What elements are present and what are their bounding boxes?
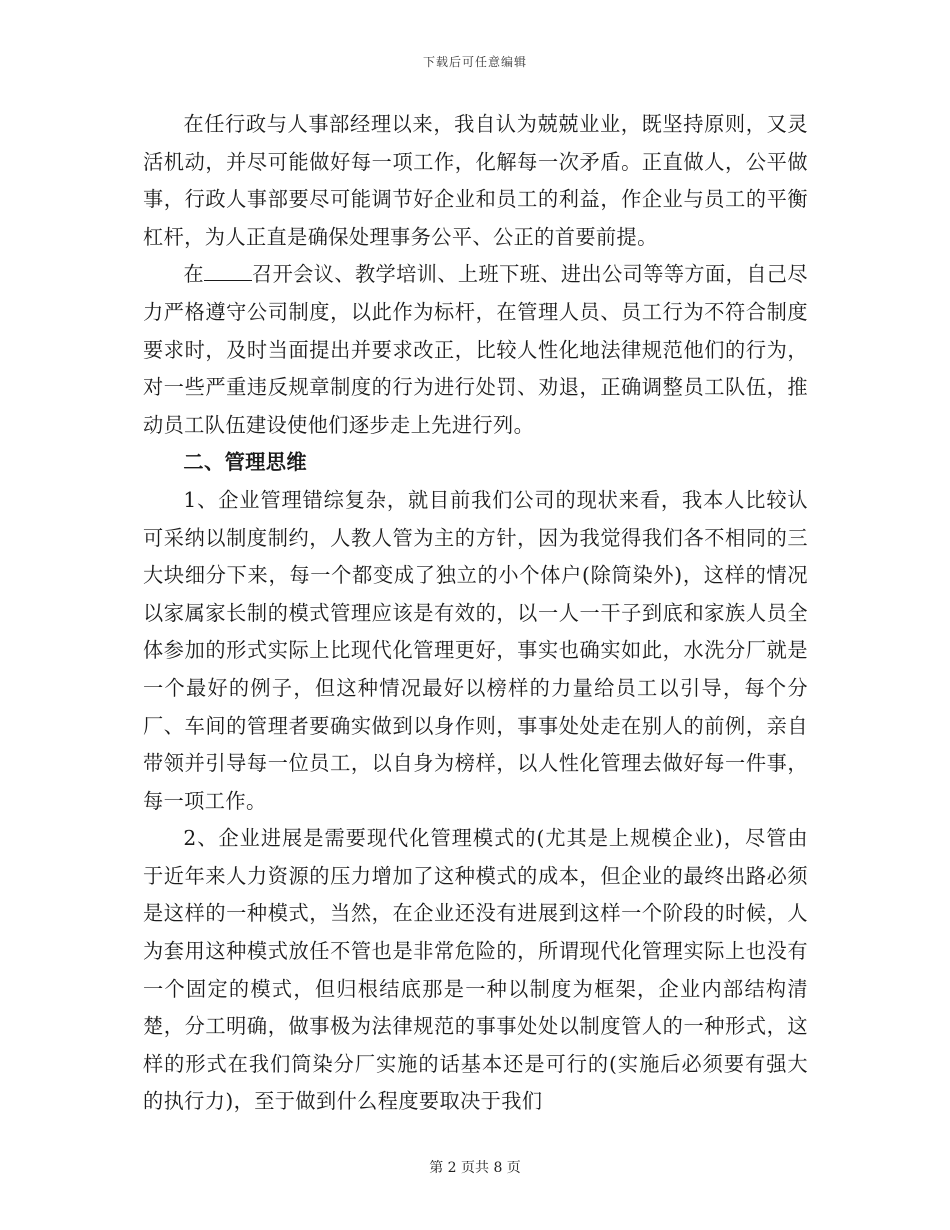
paragraph-2 [143, 256, 808, 444]
page-header: 下载后可任意编辑 [422, 55, 527, 69]
document-body [143, 106, 808, 1121]
paragraph-3: 1、企业管理错综复杂，就目前我们公司的现状来看，我本人比较认可采纳以制度制约，人教人管为主的方针，因为我觉得我们各不相同的三大块细分下来，每一个都变成了独立的小个体户(除筒染外)，这样的情况以家属家长制的模式管理应该是有效的，以一人一干子到底和家族人员全体参加的形式实际上比现代化管理更好，事实也确实如此，水洗分厂就是一个最好的例子，但这种情况最好以榜样的力量给员工以引导，每个分厂、车间的管理者要确实做到以身作则，事事处处走在别人的前例，亲自带领并引导每一位员工，以自身为榜样，以人性化管理去做好每一件事，每一项工作。 [143, 487, 808, 813]
paragraph-2-start: 在 [183, 262, 204, 287]
paragraph-1: 在任行政与人事部经理以来，我自认为兢兢业业，既坚持原则，又灵活机动，并尽可能做好每一项工作，化解每一次矛盾。正直做人，公平做事，行政人事部要尽可能调节好企业和员工的利益，作企业与员工的平衡杠杆，为人正直是确保处理事务公平、公正的首要前提。 [143, 112, 808, 249]
fill-in-blank [204, 262, 252, 281]
section-heading: 二、管理思维 [183, 450, 307, 475]
paragraph-4: 2、企业进展是需要现代化管理模式的(尤其是上规模企业)，尽管由于近年来人力资源的压力增加了这种模式的成本，但企业的最终出路必须是这样的一种模式，当然，在企业还没有进展到这样一个阶段的时候，人为套用这种模式放任不管也是非常危险的，所谓现代化管理实际上也没有一个固定的模式，但归根结底那是一种以制度为框架，企业内部结构清楚，分工明确，做事极为法律规范的事事处处以制度管人的一种形式，这样的形式在我们筒染分厂实施的话基本还是可行的(实施后必须要有强大的执行力)，至于做到什么程度要取决于我们 [143, 826, 808, 1114]
paragraph-2-rest: 召开会议、教学培训、上班下班、进出公司等等方面，自己尽力严格遵守公司制度，以此作为标杆，在管理人员、员工行为不符合制度要求时，及时当面提出并要求改正，比较人性化地法律规范他们的行为，对一些严重违反规章制度的行为进行处罚、劝退，正确调整员工队伍，推动员工队伍建设使他们逐步走上先进行列。 [143, 262, 808, 437]
page-footer: 第 2 页共 8 页 [429, 1160, 521, 1176]
